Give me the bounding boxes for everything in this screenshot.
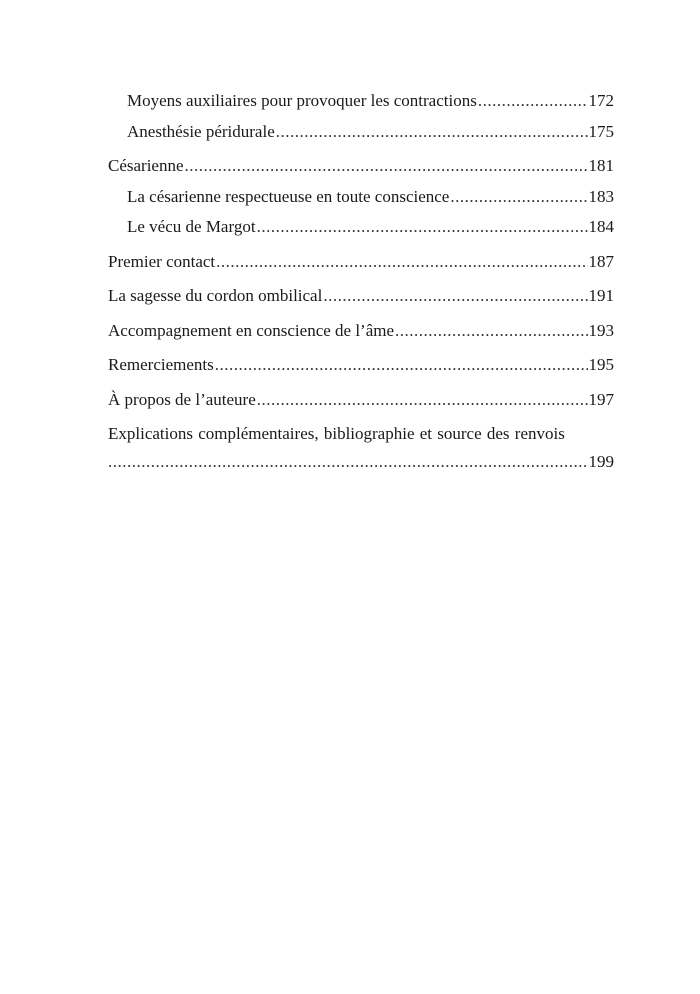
- toc-entry-title: Moyens auxiliaires pour provoquer les contractions: [127, 91, 477, 110]
- dot-leader: [108, 449, 589, 475]
- dot-leader: [323, 281, 587, 312]
- toc-entry-title: Explications complémentaires, bibliographie et source des renvois: [108, 424, 565, 443]
- toc-entry[interactable]: [108, 316, 614, 347]
- toc-entry[interactable]: [108, 86, 614, 117]
- toc-page-number: 193: [588, 320, 614, 340]
- dot-leader: [257, 212, 588, 243]
- toc-page-number: 199: [588, 452, 614, 471]
- toc-entry-title: Premier contact: [108, 251, 216, 271]
- toc-entry[interactable]: [108, 182, 614, 213]
- toc-page-number: 191: [588, 286, 614, 305]
- dot-leader: [185, 151, 588, 182]
- dot-leader: [478, 86, 588, 117]
- toc-entry[interactable]: [108, 385, 614, 416]
- toc-entry[interactable]: [108, 117, 614, 148]
- dot-leader: [215, 350, 588, 381]
- toc-entry[interactable]: [108, 151, 614, 182]
- toc-page-number: 175: [588, 121, 614, 141]
- toc-entry-title: Césarienne: [108, 156, 184, 175]
- dot-leader: [450, 182, 587, 213]
- toc-entry-title: La césarienne respectueuse en toute conscience: [127, 186, 450, 206]
- toc-entry[interactable]: [108, 247, 614, 278]
- dot-leader: [395, 316, 587, 347]
- toc-page-number: 184: [588, 217, 614, 236]
- toc-page-number: 195: [588, 355, 614, 374]
- toc-entry-leader-line: [108, 449, 614, 475]
- toc-entry-title: À propos de l’auteure: [108, 389, 256, 409]
- dot-leader: [276, 117, 588, 148]
- toc-entry[interactable]: [108, 350, 614, 381]
- table-of-contents: [108, 86, 614, 475]
- toc-entry[interactable]: [108, 212, 614, 243]
- toc-entry-title: Remerciements: [108, 355, 214, 374]
- toc-page-number: 197: [588, 389, 614, 409]
- toc-entry-title: Anesthésie péridurale: [127, 121, 275, 141]
- dot-leader: [257, 385, 588, 416]
- toc-page-number: 183: [588, 186, 614, 206]
- toc-page-number: 187: [588, 251, 614, 271]
- toc-entry-title: Accompagnement en conscience de l’âme: [108, 320, 395, 340]
- toc-entry-title: La sagesse du cordon ombilical: [108, 286, 323, 305]
- toc-page-number: 181: [588, 156, 614, 175]
- dot-leader: [216, 247, 587, 278]
- toc-entry-title: Le vécu de Margot: [127, 217, 256, 236]
- toc-entry[interactable]: [108, 281, 614, 312]
- toc-entry-multiline[interactable]: [108, 419, 614, 475]
- toc-page-number: 172: [588, 91, 614, 110]
